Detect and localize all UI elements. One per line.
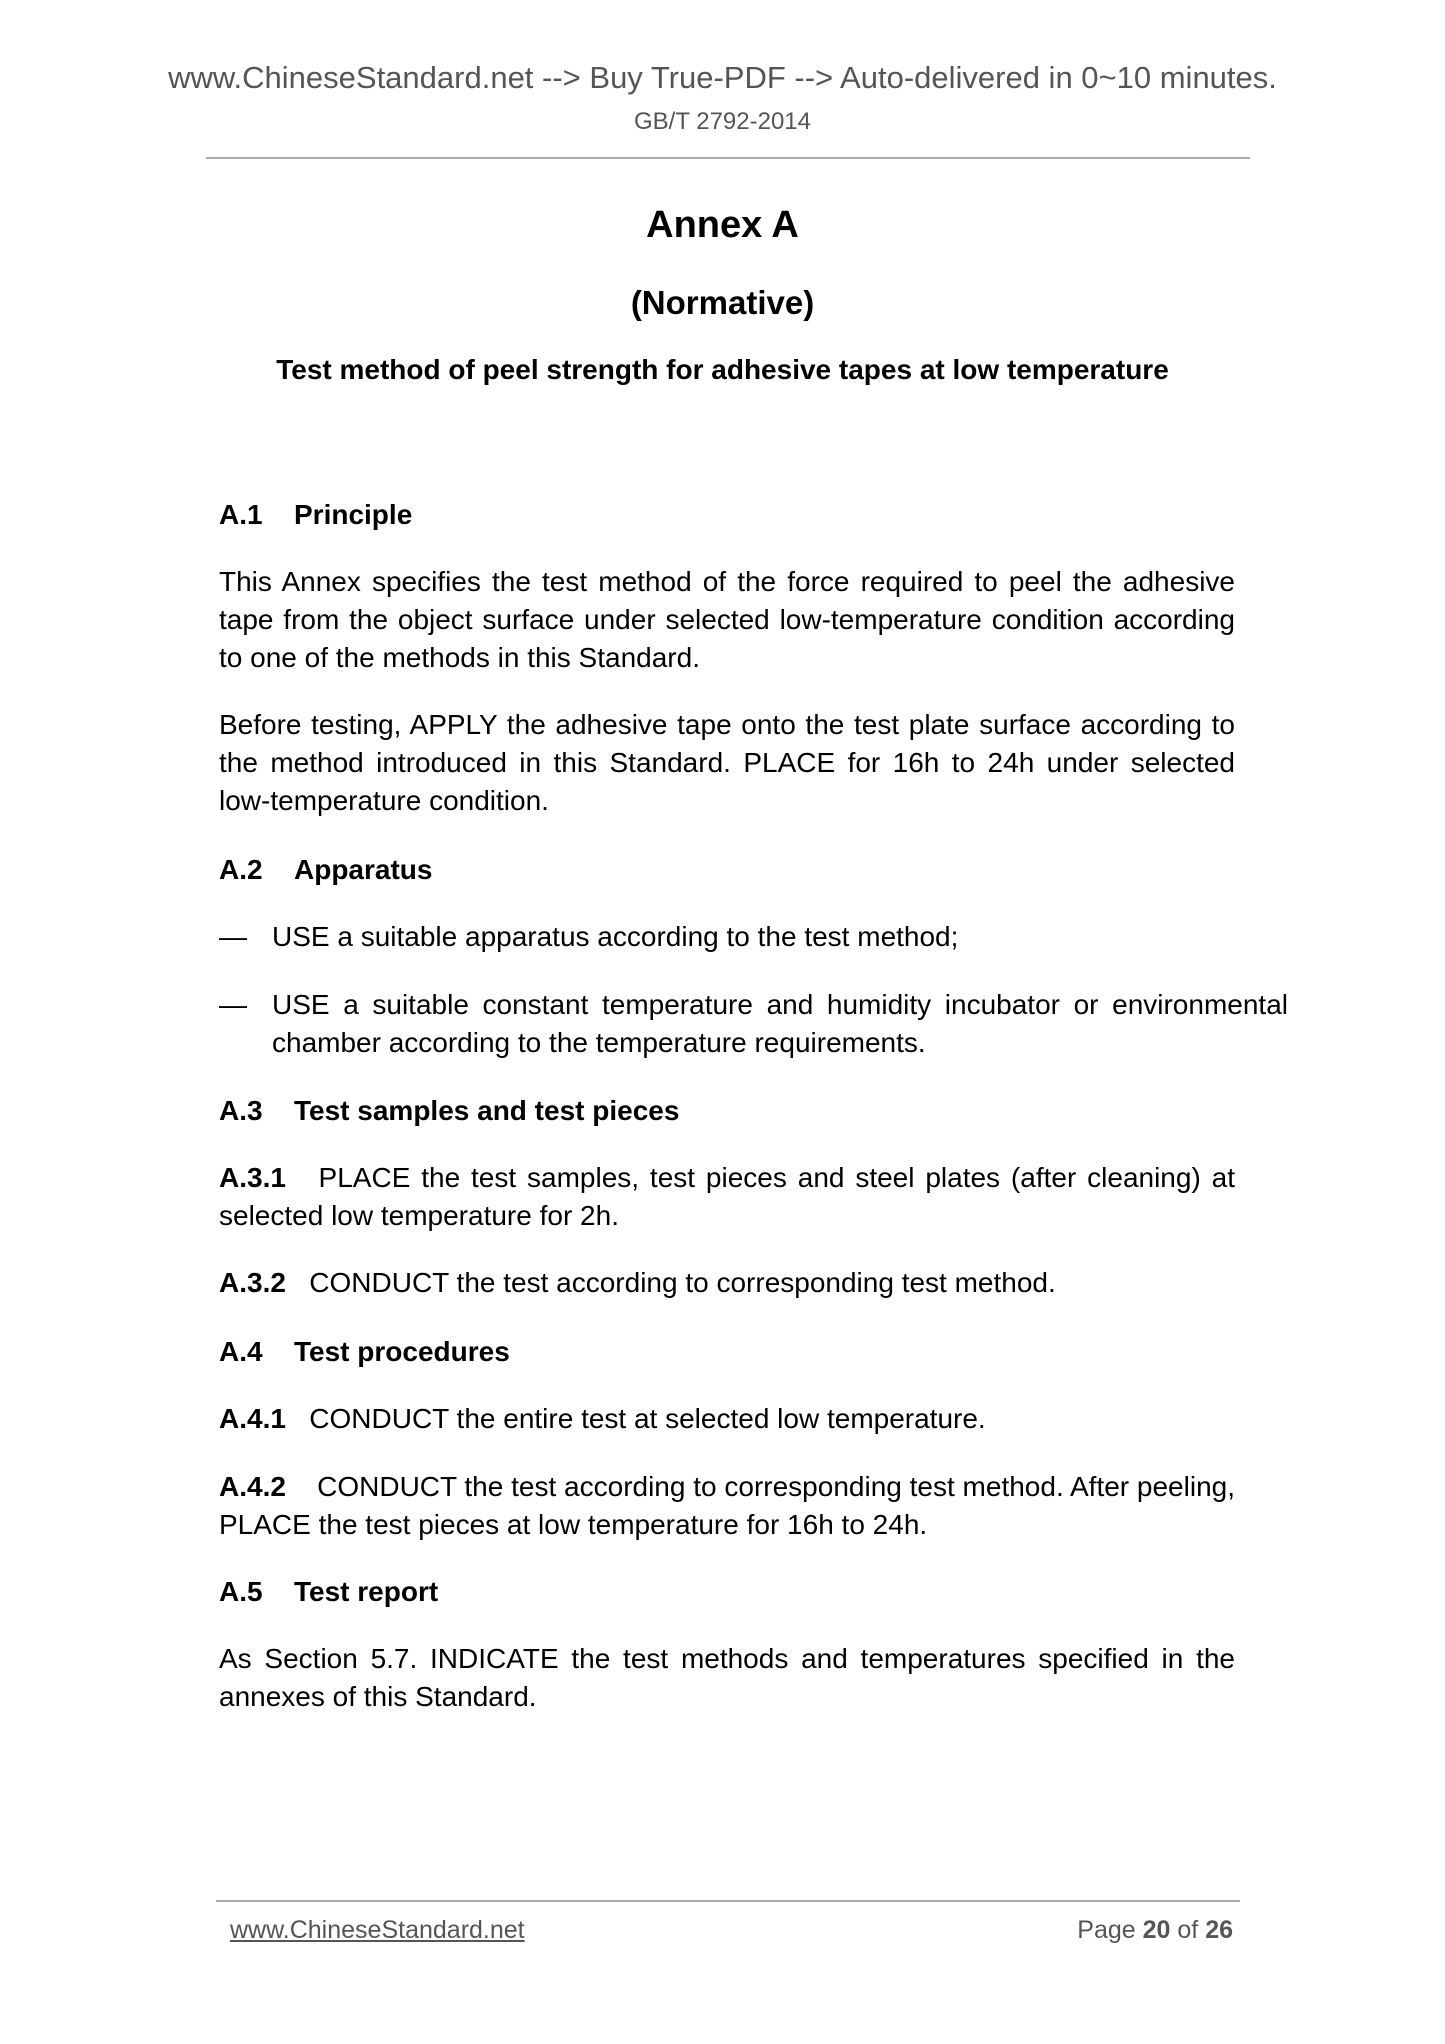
section-title: Principle [294,499,413,530]
section-number: A.5 [219,1576,263,1607]
section-number: A.4 [219,1336,263,1367]
clause-text: CONDUCT the entire test at selected low temperature. [309,1403,986,1434]
total-pages: 26 [1205,1916,1233,1944]
clause-a3-1 [219,1159,1235,1235]
list-item-text: USE a suitable apparatus according to the test method; [272,921,959,952]
page-label: Page [1077,1916,1136,1944]
clause-text: CONDUCT the test according to corresponding test method. After peeling, PLACE the test pieces at low temperature for 16h to 24h. [219,1471,1235,1540]
a5-paragraph: As Section 5.7. INDICATE the test methods and temperatures specified in the annexes of this Standard. [219,1643,1235,1712]
section-a5-heading [219,1573,1235,1611]
section-a4-heading [219,1333,1235,1371]
clause-text: PLACE the test samples, test pieces and steel plates (after cleaning) at selected low temperature for 2h. [219,1162,1235,1231]
section-title: Test samples and test pieces [294,1095,680,1126]
section-title: Test report [294,1576,439,1607]
clause-text: CONDUCT the test according to corresponding test method. [309,1267,1056,1298]
footer-divider [216,1900,1240,1902]
current-page: 20 [1142,1916,1171,1944]
page-indicator [1077,1916,1233,1945]
list-item-text: USE a suitable constant temperature and humidity incubator or environmental chamber according to the temperature requirements. [272,989,1288,1058]
footer-link-wrap [230,1916,525,1945]
of-label: of [1177,1916,1199,1944]
standard-number: GB/T 2792-2014 [633,108,811,135]
header-banner: www.ChineseStandard.net --> Buy True-PDF --> Auto-delivered in 0~10 minutes. [168,60,1277,95]
section-title: Apparatus [294,854,433,885]
clause-number: A.3.1 [219,1162,286,1193]
section-a2-heading [219,851,1235,889]
a1-paragraph-2: Before testing, APPLY the adhesive tape onto the test plate surface according to the method introduced in this Standard. PLACE for 16h to 24h under selected low-temperature condition. [219,709,1235,816]
a1-paragraph-1: This Annex specifies the test method of the force required to peel the adhesive tape from the object surface under selected low-temperature condition according to one of the methods in this Standard. [219,566,1235,673]
clause-number: A.4.1 [219,1403,286,1434]
list-item [219,986,1288,1062]
clause-a3-2 [219,1264,1235,1302]
footer-website-link[interactable]: www.ChineseStandard.net [230,1916,525,1944]
annex-type: (Normative) [630,284,815,321]
list-item [219,918,1288,956]
section-a1-heading [219,496,1235,534]
section-number: A.3 [219,1095,263,1126]
clause-a4-2 [219,1468,1235,1544]
dash-bullet: — [219,989,247,1020]
clause-number: A.4.2 [219,1471,286,1502]
clause-a4-1 [219,1400,1235,1438]
clause-number: A.3.2 [219,1267,286,1298]
dash-bullet: — [219,921,247,952]
section-a3-heading [219,1092,1235,1130]
section-number: A.2 [219,854,263,885]
header-divider [206,157,1250,159]
section-number: A.1 [219,499,263,530]
section-title: Test procedures [294,1336,510,1367]
annex-title: Annex A [646,204,799,246]
annex-heading: Test method of peel strength for adhesive tapes at low temperature [276,354,1169,385]
